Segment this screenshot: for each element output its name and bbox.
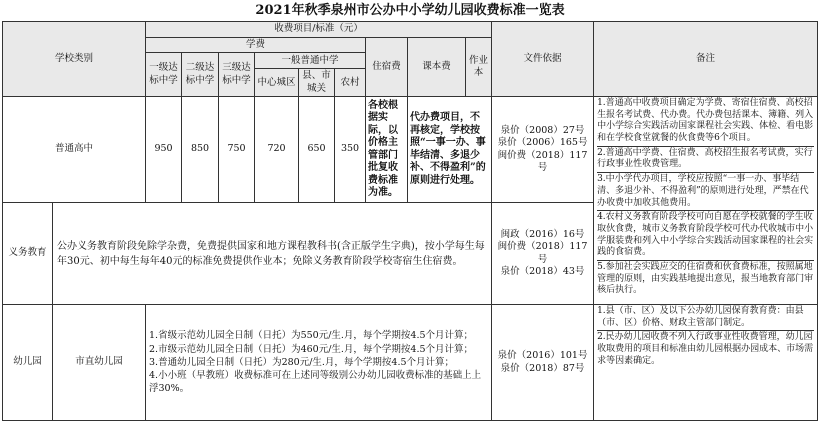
basis-senior: 泉价（2008）27号 泉价（2006）165号 闽价费（2018）117号 (492, 97, 594, 203)
fee-county: 650 (299, 97, 335, 203)
fee-urban: 720 (255, 97, 299, 203)
remark-item: 4.农村义务教育阶段学校可向自愿在学校就餐的学生收取伙食费，城市义务教育阶段学校可代办代收城市中小学服装费和列入中小学综合实践活动国家课程的社会实践的食宿费。 (597, 212, 814, 258)
fee-senior-1: 950 (146, 97, 182, 203)
compulsory-content: 公办义务教育阶段免除学杂费，免费提供国家和地方课程教科书(含正版学生字典)，按小学每生每年30元、初中每生每年40元的标准免费提供作业本；免除义务教育阶段学校寄宿生住宿费。 (53, 203, 492, 305)
header-senior-2: 二级达标中学 (182, 53, 219, 97)
header-senior-3: 三级达标中学 (219, 53, 255, 97)
basis-kindergarten: 泉价（2016）101号 泉价（2018）87号 (492, 305, 594, 421)
kindergarten-item: 4.小小班（早教班）收费标准可在上述同等级别公办幼儿园收费标准的基础上上浮30%。 (149, 370, 482, 395)
textbook-senior: 代办费项目，不再核定，学校按照“一事一办、事毕结清、多退少补、不得盈利”的原则进行处理。 (408, 97, 492, 203)
row-type-kindergarten: 幼儿园 (3, 305, 53, 421)
kindergarten-item: 1.省级示范幼儿园全日制（日托）为550元/生.月，每个学期按4.5个月计算； (149, 330, 474, 342)
header-boarding: 住宿费 (366, 38, 408, 97)
row-type-senior: 普通高中 (3, 97, 146, 203)
fee-senior-3: 750 (219, 97, 255, 203)
remark-item: 3.中小学代办项目，学校应按照“一事一办、事毕结清、多退少补、不得盈利”的原则进行处理，严禁在代办收费中加收其他费用。 (597, 172, 814, 209)
remark-item: 1.普通高中收费项目确定为学费、寄宿住宿费、高校招生报名考试费、代办费。代办费包括课本、簿籍、列入中小学综合实践活动国家课程社会实践、体检、看电影和在学校食堂就餐的伙食费等6个项目。 (597, 98, 814, 144)
header-tuition: 学费 (146, 38, 366, 53)
header-textbook: 课本费 (408, 38, 466, 97)
row-type-compulsory: 义务教育 (3, 203, 53, 305)
kindergarten-content (146, 305, 492, 421)
fee-table (2, 21, 818, 421)
header-county: 县、市城关 (299, 69, 335, 97)
header-general-senior: 一般普通中学 (255, 53, 366, 69)
kindergarten-item: 2.市级示范幼儿园全日制（日托）为460元/生.月，每个学期按4.5个月计算； (149, 343, 474, 355)
basis-compulsory: 闽政（2016）16号 闽价费（2018）117号 泉价（2018）43号 (492, 203, 594, 305)
header-rural: 农村 (335, 69, 366, 97)
header-basis: 文件依据 (492, 22, 594, 97)
remark-item: 5.参加社会实践应交的住宿费和伙食费标准，按照属地管理的原则，由实践基地提出意见，报当地教育部门审核后执行。 (597, 261, 814, 296)
boarding-senior: 各校根据实际，以价格主管部门批复收费标准为准。 (366, 97, 408, 203)
page-title: 2021年秋季泉州市公办中小学幼儿园收费标准一览表 (255, 3, 565, 18)
header-remarks: 备注 (594, 22, 818, 97)
remark-item: 2.民办幼儿园收费不列入行政事业性收费管理，幼儿园收取费用的项目和标准由幼儿园根据办园成本、市场需求等因素确定。 (597, 332, 814, 366)
header-school-type: 学校类别 (3, 22, 146, 97)
fee-senior-2: 850 (182, 97, 219, 203)
remarks-upper (594, 97, 818, 305)
fee-rural: 350 (335, 97, 366, 203)
kindergarten-item: 3.普通幼儿园全日制（日托）为280元/生.月，每个学期按4.5个月计算； (149, 356, 455, 368)
header-fee-items: 收费项目/标准（元） (146, 22, 492, 38)
remarks-kindergarten (594, 305, 818, 421)
header-urban: 中心城区 (255, 69, 299, 97)
remark-item: 1.县（市、区）及以下公办幼儿园保育教育费：由县（市、区）价格、财政主管部门制定。 (597, 306, 804, 328)
remark-item: 2.普通高中学费、住宿费、高校招生报名考试费，实行行政事业性收费管理。 (597, 147, 813, 170)
header-senior-1: 一级达标中学 (146, 53, 182, 97)
header-homework: 作业本 (466, 38, 492, 97)
row-subtype-kindergarten: 市直幼儿园 (53, 305, 146, 421)
